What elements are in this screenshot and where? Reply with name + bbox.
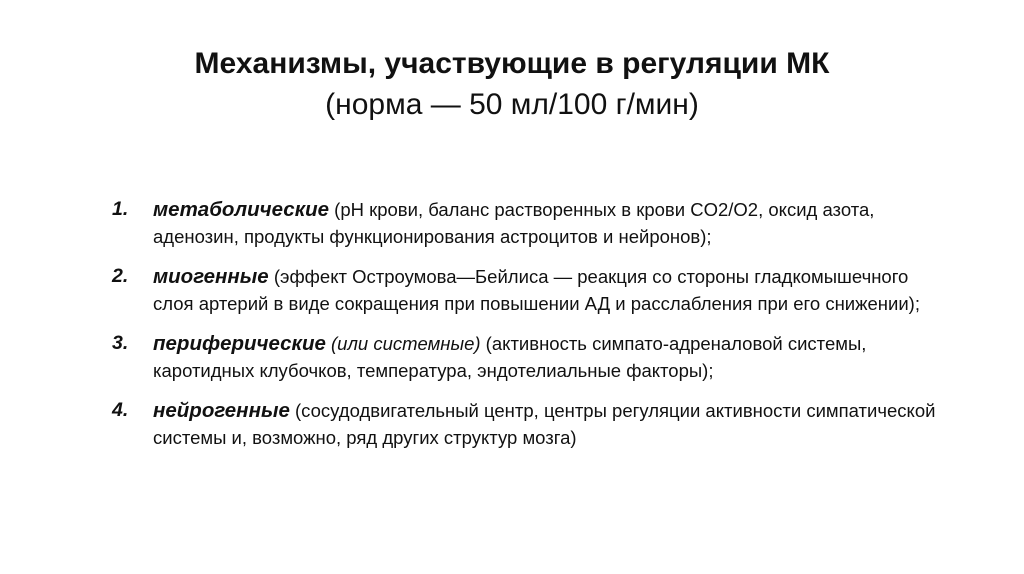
item-term: миогенные: [153, 265, 269, 288]
title-subtitle: (норма — 50 мл/100 г/мин): [325, 88, 699, 121]
item-description: (активность симпато-адреналовой системы, каротидных клубочков, температура, эндотелиальные факторы);: [153, 333, 867, 381]
item-number: 4.: [112, 399, 129, 421]
item-description: (эффект Остроумова—Бейлиса — реакция со стороны гладкомышечного слоя артерий в виде сокращения при повышении АД и расслабления при его снижении);: [153, 266, 920, 314]
item-term-note: (или системные): [325, 333, 481, 354]
item-number: 2.: [112, 265, 129, 287]
item-number: 3.: [112, 332, 129, 354]
list-item-peripheral: [112, 330, 942, 384]
item-description: (сосудодвигательный центр, центры регуляции активности симпатической системы и, возможно, ряд других структур мозга): [153, 400, 936, 448]
slide-title: [0, 44, 1024, 126]
item-number: 1.: [112, 198, 129, 220]
list-item-metabolic: [112, 196, 942, 250]
item-description: (pH крови, баланс растворенных в крови CO2/O2, оксид азота, аденозин, продукты функционирования астроцитов и нейронов);: [153, 199, 875, 247]
list-item-myogenic: [112, 263, 942, 317]
item-term: нейрогенные: [153, 399, 290, 422]
item-term: метаболические: [153, 198, 330, 221]
item-term: периферические: [153, 332, 326, 355]
list-item-neurogenic: [112, 397, 942, 451]
mechanisms-list: [112, 196, 942, 464]
title-main: Механизмы, участвующие в регуляции МК: [194, 47, 830, 80]
